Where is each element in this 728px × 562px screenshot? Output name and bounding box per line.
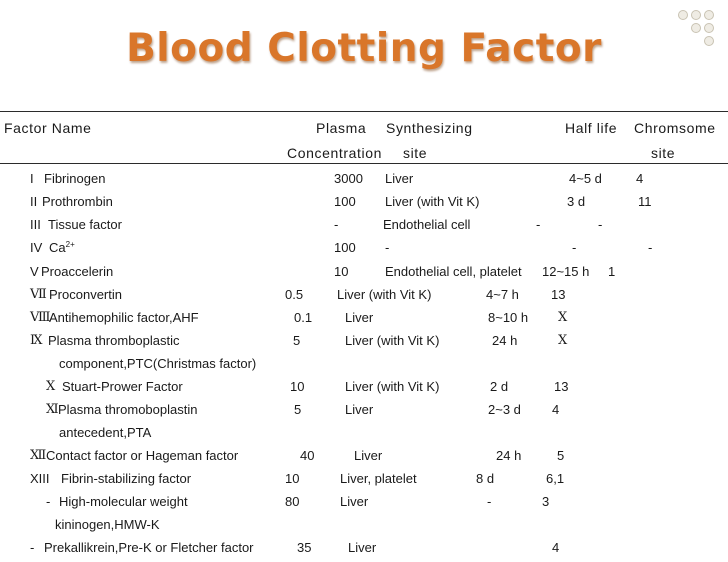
chromosome-site: 4 bbox=[552, 540, 560, 555]
plasma-concentration: 80 bbox=[285, 494, 300, 509]
factor-name: Stuart-Prower Factor bbox=[62, 379, 183, 394]
factor-name: Proaccelerin bbox=[41, 264, 114, 279]
factor-number: II bbox=[30, 194, 38, 209]
factor-number: Ⅸ bbox=[30, 333, 43, 348]
plasma-concentration: 3000 bbox=[334, 171, 363, 186]
header-chromosome: Chromsome bbox=[634, 120, 716, 136]
plasma-concentration: 0.5 bbox=[285, 287, 304, 302]
factor-name: Fibrin-stabilizing factor bbox=[61, 471, 192, 486]
table-row bbox=[0, 217, 728, 239]
slide-title: Blood Clotting Factor bbox=[126, 26, 602, 71]
table-row bbox=[0, 402, 728, 424]
synthesizing-site: Liver, platelet bbox=[340, 471, 417, 486]
half-life: 4~7 h bbox=[486, 287, 519, 302]
factor-number: Ⅶ bbox=[30, 287, 47, 302]
table-row bbox=[0, 425, 728, 447]
table-row bbox=[0, 194, 728, 216]
table-row bbox=[0, 333, 728, 355]
header-factor-name: Factor Name bbox=[4, 120, 92, 136]
header-bottom-rule bbox=[0, 163, 728, 164]
chromosome-site: 11 bbox=[638, 194, 652, 209]
factor-name: Plasma thromboplastic bbox=[48, 333, 180, 348]
factor-name: component,PTC(Christmas factor) bbox=[59, 356, 257, 371]
synthesizing-site: Liver (with Vit K) bbox=[345, 379, 440, 394]
factor-name: antecedent,PTA bbox=[59, 425, 152, 440]
synthesizing-site: Endothelial cell bbox=[383, 217, 471, 232]
half-life: - bbox=[536, 217, 541, 232]
half-life: - bbox=[572, 240, 577, 255]
factor-name: Antihemophilic factor,AHF bbox=[49, 310, 199, 325]
factor-number: Ⅹ bbox=[46, 379, 56, 394]
synthesizing-site: Liver bbox=[345, 402, 374, 417]
synthesizing-site: Liver bbox=[340, 494, 369, 509]
chromosome-site: 6,1 bbox=[546, 471, 565, 486]
half-life: 4~5 d bbox=[569, 171, 602, 186]
table-row bbox=[0, 448, 728, 470]
table-row bbox=[0, 356, 728, 378]
table-row bbox=[0, 540, 728, 562]
header-synthesizing: Synthesizing bbox=[386, 120, 473, 136]
table-row bbox=[0, 471, 728, 493]
header-concentration: Concentration bbox=[287, 145, 382, 161]
half-life: 3 d bbox=[567, 194, 586, 209]
chromosome-site: 13 bbox=[554, 379, 569, 394]
factor-name-superscript: 2+ bbox=[65, 240, 75, 249]
factor-number: III bbox=[30, 217, 41, 232]
half-life: 12~15 h bbox=[542, 264, 590, 279]
factor-name: Tissue factor bbox=[48, 217, 122, 232]
synthesizing-site: Liver bbox=[348, 540, 377, 555]
chromosome-site: X bbox=[558, 333, 568, 348]
factor-number: Ⅺ bbox=[46, 402, 59, 417]
half-life: 2~3 d bbox=[488, 402, 521, 417]
factor-name: Fibrinogen bbox=[44, 171, 106, 186]
chromosome-site: 1 bbox=[608, 264, 616, 279]
factor-name: $Ca^{2+}$ bbox=[49, 240, 75, 255]
synthesizing-site: Liver bbox=[385, 171, 414, 186]
plasma-concentration: 0.1 bbox=[294, 310, 313, 325]
half-life: 8 d bbox=[476, 471, 495, 486]
factor-number: - bbox=[30, 540, 35, 555]
chromosome-site: - bbox=[648, 240, 653, 255]
header-half-life: Half life bbox=[565, 120, 618, 136]
plasma-concentration: 10 bbox=[334, 264, 349, 279]
half-life: 8~10 h bbox=[488, 310, 529, 325]
plasma-concentration: - bbox=[334, 217, 339, 232]
chromosome-site: 4 bbox=[636, 171, 644, 186]
chromosome-site: 4 bbox=[552, 402, 560, 417]
plasma-concentration: 100 bbox=[334, 194, 356, 209]
header-top-rule bbox=[0, 111, 728, 112]
factor-number: IV bbox=[30, 240, 43, 255]
half-life: 2 d bbox=[490, 379, 509, 394]
header-plasma: Plasma bbox=[316, 120, 367, 136]
synthesizing-site: Endothelial cell, platelet bbox=[385, 264, 522, 279]
table-row bbox=[0, 264, 728, 286]
factor-number: XIII bbox=[30, 471, 50, 486]
synthesizing-site: Liver bbox=[354, 448, 383, 463]
table-row bbox=[0, 287, 728, 309]
header-synthesizing-site: site bbox=[403, 145, 428, 161]
factor-number: - bbox=[46, 494, 51, 509]
chromosome-site: 13 bbox=[551, 287, 566, 302]
plasma-concentration: 100 bbox=[334, 240, 356, 255]
header-chromosome-site: site bbox=[651, 145, 676, 161]
table-row bbox=[0, 517, 728, 539]
factor-name: Contact factor or Hageman factor bbox=[46, 448, 239, 463]
synthesizing-site: Liver (with Vit K) bbox=[385, 194, 480, 209]
chromosome-site: 5 bbox=[557, 448, 565, 463]
synthesizing-site: Liver (with Vit K) bbox=[337, 287, 432, 302]
chromosome-site: - bbox=[598, 217, 603, 232]
half-life: 24 h bbox=[492, 333, 518, 348]
table-row bbox=[0, 171, 728, 193]
factor-number: I bbox=[30, 171, 34, 186]
synthesizing-site: Liver bbox=[345, 310, 374, 325]
plasma-concentration: 40 bbox=[300, 448, 315, 463]
plasma-concentration: 35 bbox=[297, 540, 312, 555]
factor-name: Proconvertin bbox=[49, 287, 122, 302]
factor-number: Ⅷ bbox=[30, 310, 51, 325]
factor-name: kininogen,HMW-K bbox=[55, 517, 160, 532]
factor-name: Prothrombin bbox=[42, 194, 113, 209]
factor-name: High-molecular weight bbox=[59, 494, 188, 509]
table-row bbox=[0, 240, 728, 262]
factor-name: Plasma thromoboplastin bbox=[58, 402, 198, 417]
factor-number: V bbox=[30, 264, 39, 279]
factor-number: Ⅻ bbox=[30, 448, 47, 463]
chromosome-site: X bbox=[558, 310, 568, 325]
table-row bbox=[0, 310, 728, 332]
plasma-concentration: 10 bbox=[290, 379, 305, 394]
plasma-concentration: 5 bbox=[294, 402, 302, 417]
plasma-concentration: 5 bbox=[293, 333, 301, 348]
half-life: 24 h bbox=[496, 448, 522, 463]
synthesizing-site: - bbox=[385, 240, 390, 255]
chromosome-site: 3 bbox=[542, 494, 550, 509]
half-life: - bbox=[487, 494, 492, 509]
plasma-concentration: 10 bbox=[285, 471, 300, 486]
synthesizing-site: Liver (with Vit K) bbox=[345, 333, 440, 348]
table-row bbox=[0, 379, 728, 401]
table-row bbox=[0, 494, 728, 516]
factor-name: Prekallikrein,Pre-K or Fletcher factor bbox=[44, 540, 254, 555]
